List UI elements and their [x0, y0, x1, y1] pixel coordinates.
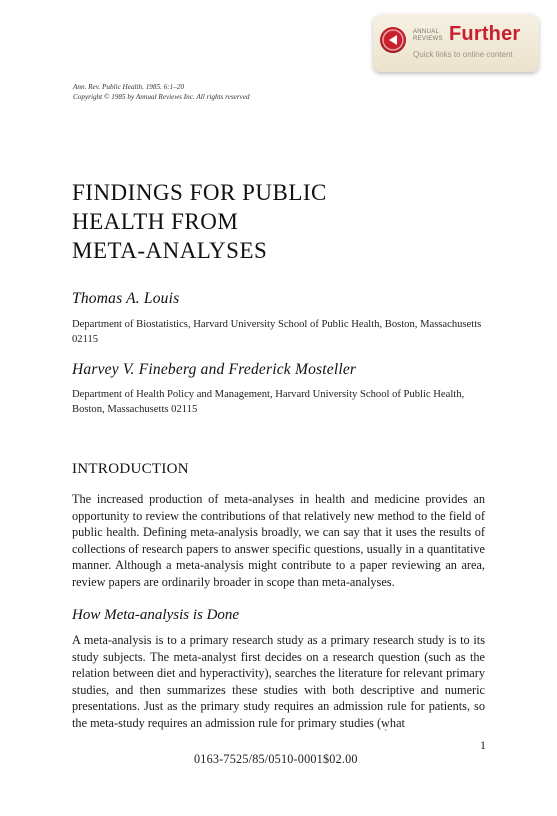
method-paragraph: A meta-analysis is to a primary research study as a primary research study is to its study subjects. The meta-analyst first decides on a research question (such as the relation between diet and hyperactivity), searches the literature for relevant primary studies, and then summarizes these studies with both descriptive and numeric presentations. Just as the primary study requires an admission rule for patients, so the meta-study requires an admission rule for primary studies (what: [72, 633, 485, 730]
stray-mark: `: [384, 729, 388, 740]
title-line: HEALTH FROM: [72, 209, 239, 234]
play-triangle-icon: [380, 27, 406, 53]
author-affiliation: Department of Health Policy and Management, Harvard University School of Public Health, Boston, Massachusetts 02115: [72, 389, 465, 415]
section-heading-introduction: INTRODUCTION: [72, 461, 189, 477]
journal-copyright: Copyright © 1985 by Annual Reviews Inc. All rights reserved: [73, 93, 250, 101]
page-number: 1: [480, 738, 486, 752]
title-line: META-ANALYSES: [72, 238, 268, 263]
article-title: [72, 178, 327, 265]
journal-citation: Ann. Rev. Public Health. 1985. 6:1–20: [73, 83, 185, 91]
title-line: FINDINGS FOR PUBLIC: [72, 180, 327, 205]
subsection-heading: How Meta-analysis is Done: [72, 607, 240, 623]
article-code: 0163-7525/85/0510-0001$02.00: [194, 752, 358, 766]
badge-subtitle: Quick links to online content: [413, 50, 513, 59]
author-affiliation: Department of Biostatistics, Harvard University School of Public Health, Boston, Massachusetts 02115: [72, 319, 482, 345]
author-name: Thomas A. Louis: [72, 290, 180, 307]
annual-reviews-further-badge[interactable]: [373, 14, 539, 72]
badge-brand: Further: [449, 23, 521, 45]
author-name: Harvey V. Fineberg and Frederick Mosteller: [72, 361, 357, 378]
intro-paragraph: The increased production of meta-analyses in health and medicine provides an opportunity to review the contributions of that relatively new method to the field of public health. Defining meta-analysis broadly, we can say that it uses the results of collections of research papers to answer specific questions, usually in a quantitative manner. Although a meta-analysis might contribute to a paper reviewing an area, review papers are ordinarily broader in scope than meta-analyses.: [72, 492, 485, 589]
journal-header: [73, 82, 250, 102]
badge-publisher-label: ANNUAL REVIEWS: [413, 29, 443, 42]
